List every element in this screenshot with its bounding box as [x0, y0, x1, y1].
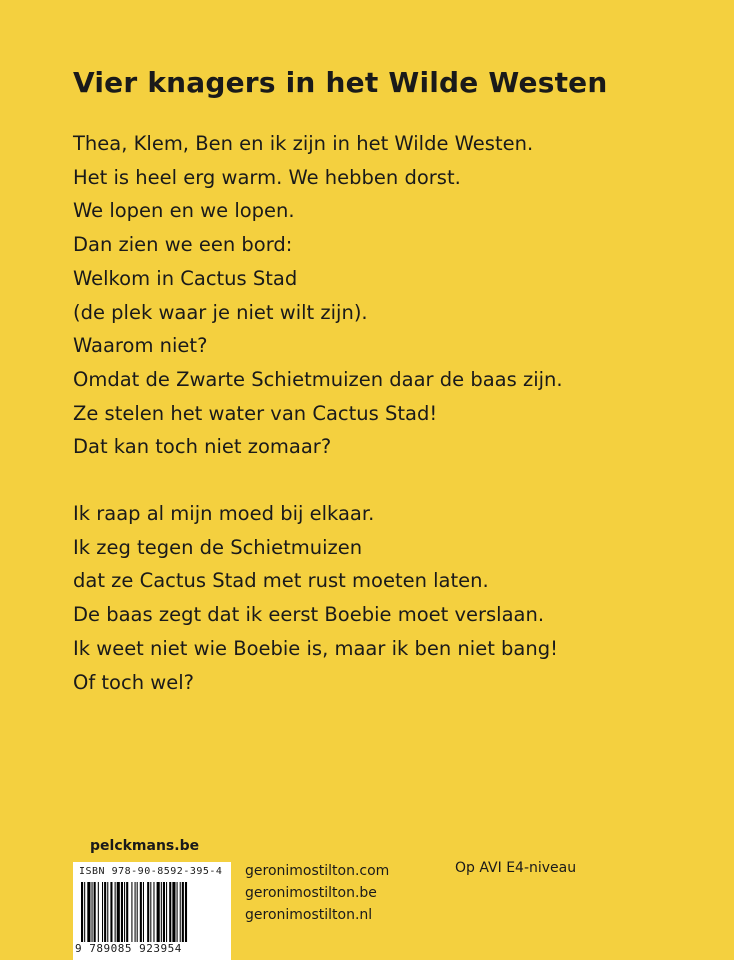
blurb-line: De baas zegt dat ik eerst Boebie moet verslaan. — [73, 603, 545, 627]
blurb-paragraph-1 — [73, 127, 563, 464]
isbn-barcode — [73, 862, 231, 960]
blurb-line: Waarom niet? — [73, 334, 208, 358]
blurb-line: dat ze Cactus Stad met rust moeten laten. — [73, 569, 489, 593]
blurb-line: We lopen en we lopen. — [73, 199, 295, 223]
blurb-line: Dat kan toch niet zomaar? — [73, 435, 332, 459]
blurb-line: Dan zien we een bord: — [73, 233, 293, 257]
blurb-line: Of toch wel? — [73, 670, 194, 694]
barcode-icon — [79, 882, 225, 942]
blurb-line: Ik weet niet wie Boebie is, maar ik ben niet bang! — [73, 636, 558, 660]
blurb-line: Omdat de Zwarte Schietmuizen daar de baas zijn. — [73, 367, 563, 391]
isbn-label: ISBN 978-90-8592-395-4 — [79, 866, 223, 877]
blurb-line: Ik zeg tegen de Schietmuizen — [73, 535, 363, 559]
blurb-line: Welkom in Cactus Stad — [73, 266, 298, 290]
blurb-line: Thea, Klem, Ben en ik zijn in het Wilde Westen. — [73, 132, 534, 155]
website-link: geronimostilton.com — [245, 863, 390, 879]
blurb-line: Het is heel erg warm. We hebben dorst. — [73, 165, 461, 189]
blurb-line: Ik raap al mijn moed bij elkaar. — [73, 502, 375, 525]
blurb-paragraph-2 — [73, 497, 558, 699]
website-list — [245, 860, 389, 926]
website-link: geronimostilton.be — [245, 885, 377, 901]
book-title: Vier knagers in het Wilde Westen — [73, 66, 608, 99]
reading-level: Op AVI E4-niveau — [455, 860, 577, 876]
website-link: geronimostilton.nl — [245, 907, 373, 923]
publisher-url: pelckmans.be — [90, 838, 200, 854]
blurb-line: Ze stelen het water van Cactus Stad! — [73, 401, 438, 425]
blurb-line: (de plek waar je niet wilt zijn). — [73, 300, 368, 324]
barcode-digits: 9 789085 923954 — [75, 942, 182, 955]
